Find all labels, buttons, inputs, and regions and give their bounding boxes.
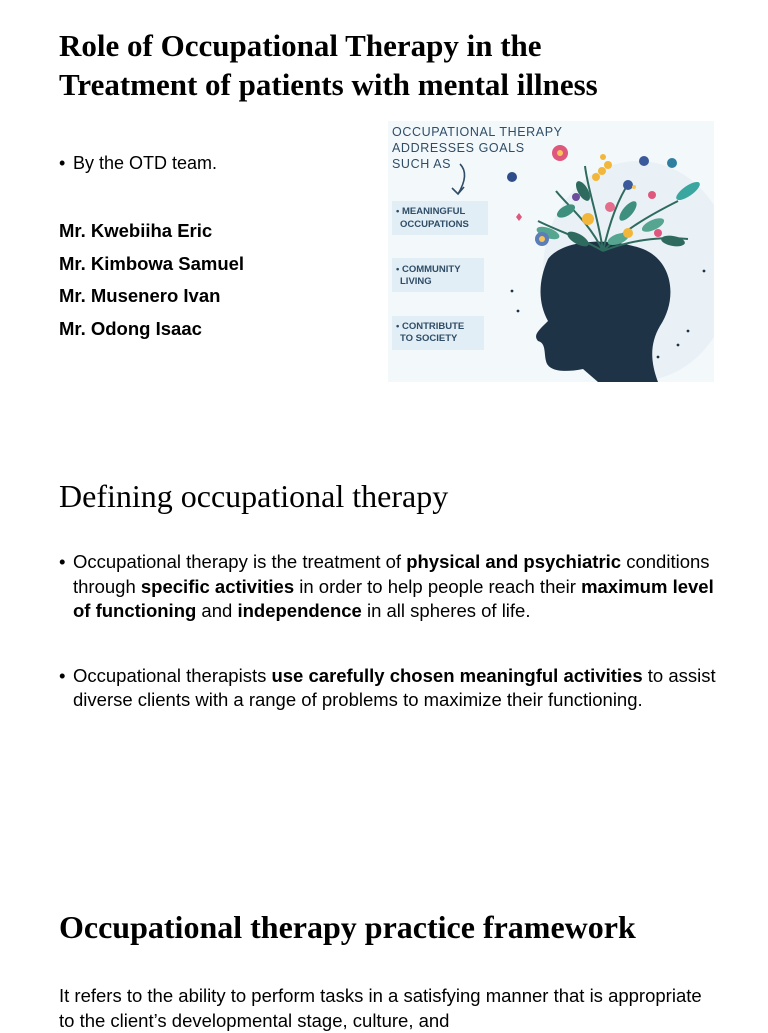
poster-heading-line-3: SUCH AS (392, 157, 452, 171)
bullet-dot: • (59, 153, 66, 173)
goal-3-line-1: • CONTRIBUTE (396, 321, 465, 332)
byline-text: By the OTD team. (73, 153, 218, 173)
poster-heading-line-2: ADDRESSES GOALS (392, 141, 525, 155)
poster-illustration (388, 121, 714, 382)
emphasis: use carefully chosen meaningful activities (271, 664, 643, 686)
team-member-list (59, 215, 244, 345)
text-run: Occupational therapy is the treatment of (73, 551, 407, 572)
bullet-text (73, 550, 719, 624)
poster-heading-line-1: OCCUPATIONAL THERAPY (392, 125, 563, 139)
goal-1-line-1: • MEANINGFUL (396, 206, 466, 217)
text-run: to assist diverse clients with a range of problems to maximize their functioning. (73, 664, 716, 710)
head-silhouette-icon (536, 242, 670, 382)
team-member: Mr. Odong Isaac (59, 317, 202, 339)
bullet-dot: • (59, 664, 66, 686)
text-run: in order to help people reach their (294, 575, 582, 597)
goal-1-line-2: OCCUPATIONS (400, 219, 469, 230)
team-member: Mr. Musenero Ivan (59, 285, 221, 306)
bullet-dot: • (59, 551, 66, 572)
emphasis: independence (237, 600, 362, 621)
emphasis: specific activities (140, 575, 295, 597)
team-member: Mr. Kimbowa Samuel (59, 252, 245, 274)
framework-paragraph: It refers to the ability to perform tasks in a satisfying manner that is appropriate to the client’s developmental stage, culture, and (59, 985, 702, 1031)
section-heading-framework: Occupational therapy practice framework (59, 909, 636, 945)
text-run: conditions through (73, 551, 710, 597)
text-run: and (196, 600, 238, 621)
goal-2-line-2: LIVING (400, 276, 432, 287)
definition-bullets (59, 550, 719, 753)
section-heading-defining: Defining occupational therapy (59, 478, 449, 514)
text-run: in all spheres of life. (361, 600, 531, 621)
definition-bullet-1 (59, 550, 719, 624)
byline (59, 153, 217, 174)
text-run: Occupational therapists (73, 664, 272, 686)
goal-2-line-1: • COMMUNITY (396, 264, 461, 275)
slide-title-line-2: Treatment of patients with mental illness (59, 67, 598, 102)
emphasis: physical and psychiatric (406, 551, 622, 572)
slide-title-line-1: Role of Occupational Therapy in the (59, 28, 542, 63)
team-member: Mr. Kwebiiha Eric (59, 220, 213, 241)
definition-bullet-2 (59, 664, 719, 713)
slide-title (59, 26, 719, 104)
emphasis: maximum level of functioning (73, 575, 714, 621)
goal-3-line-2: TO SOCIETY (400, 333, 458, 344)
ot-goals-poster (388, 121, 714, 382)
bullet-text (73, 664, 719, 713)
